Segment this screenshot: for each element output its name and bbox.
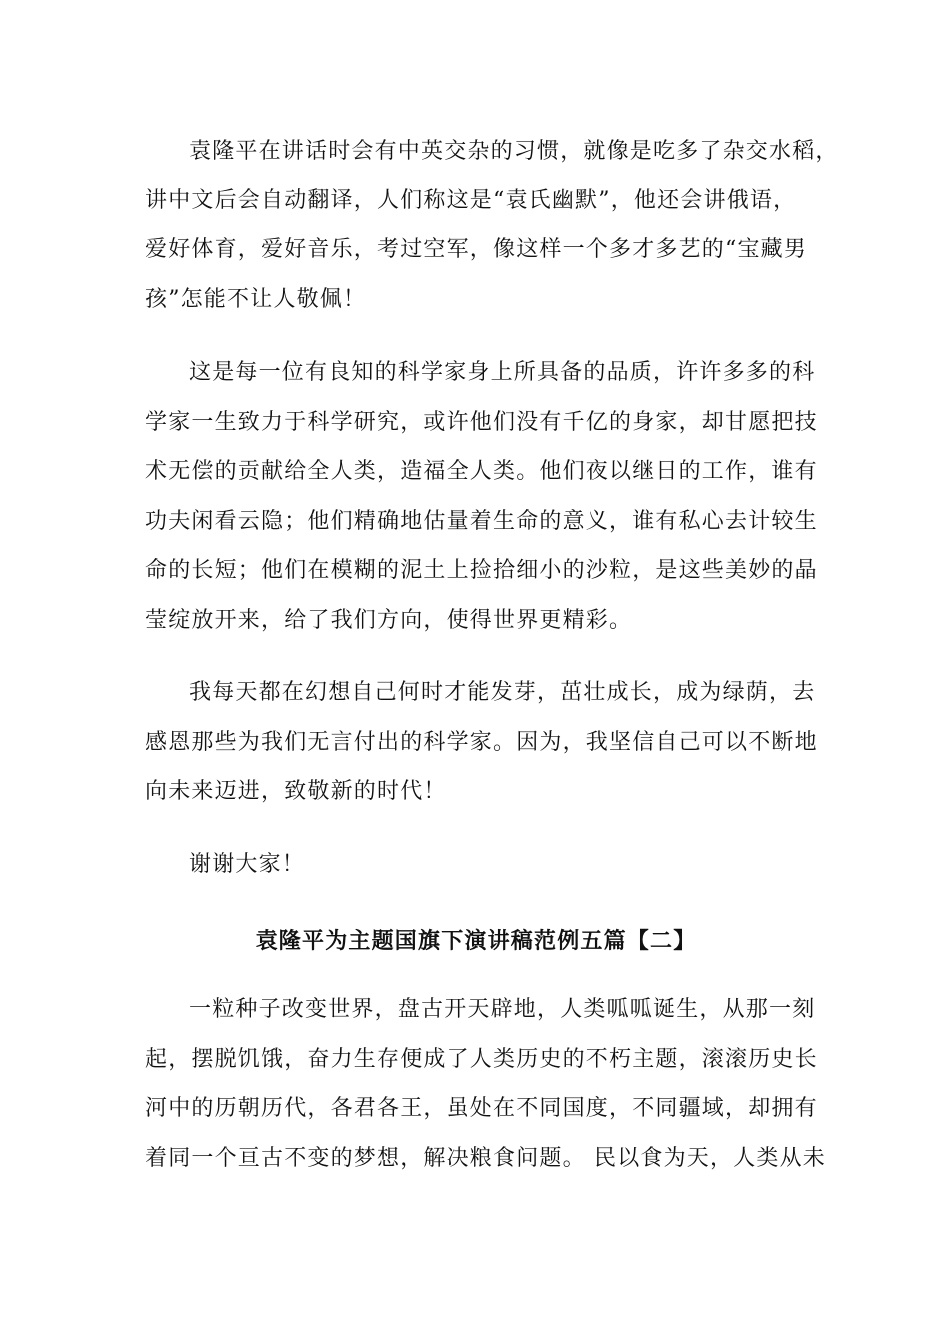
paragraph-line: 命的长短；他们在模糊的泥土上捡拾细小的沙粒，是这些美妙的晶: [145, 558, 818, 583]
paragraph-line: 一粒种子改变世界，盘古开天辟地，人类呱呱诞生，从那一刻: [189, 997, 816, 1022]
paragraph-line: 起，摆脱饥饿，奋力生存便成了人类历史的不朽主题，滚滚历史长: [145, 1047, 818, 1072]
paragraph-line: 讲中文后会自动翻译，人们称这是“袁氏幽默”，他还会讲俄语，: [145, 188, 797, 213]
paragraph-line: 术无偿的贡献给全人类，造福全人类。他们夜以继日的工作，谁有: [145, 459, 818, 484]
paragraph-line: 谢谢大家！: [189, 852, 306, 877]
paragraph-line: 袁隆平在讲话时会有中英交杂的习惯，就像是吃多了杂交水稻，: [189, 139, 839, 164]
section-heading: 袁隆平为主题国旗下演讲稿范例五篇【二】: [255, 928, 697, 954]
paragraph-line: 莹绽放开来，给了我们方向，使得世界更精彩。: [145, 608, 633, 633]
paragraph-line: 河中的历朝历代，各君各王，虽处在不同国度，不同疆域，却拥有: [145, 1096, 818, 1121]
paragraph-line: 着同一个亘古不变的梦想，解决粮食问题。 民以食为天，人类从未: [145, 1146, 826, 1171]
paragraph-line: 感恩那些为我们无言付出的科学家。因为，我坚信自己可以不断地: [145, 730, 818, 755]
paragraph-line: 我每天都在幻想自己何时才能发芽，茁壮成长，成为绿荫，去: [189, 680, 816, 705]
paragraph-line: 孩”怎能不让人敬佩！: [145, 287, 367, 312]
paragraph-line: 爱好体育，爱好音乐，考过空军，像这样一个多才多艺的“宝藏男: [145, 237, 808, 262]
paragraph-line: 学家一生致力于科学研究，或许他们没有千亿的身家，却甘愿把技: [145, 410, 818, 435]
paragraph-line: 这是每一位有良知的科学家身上所具备的品质，许许多多的科: [189, 360, 816, 385]
paragraph-line: 向未来迈进，致敬新的时代！: [145, 779, 447, 804]
paragraph-line: 功夫闲看云隐；他们精确地估量着生命的意义，谁有私心去计较生: [145, 509, 818, 534]
